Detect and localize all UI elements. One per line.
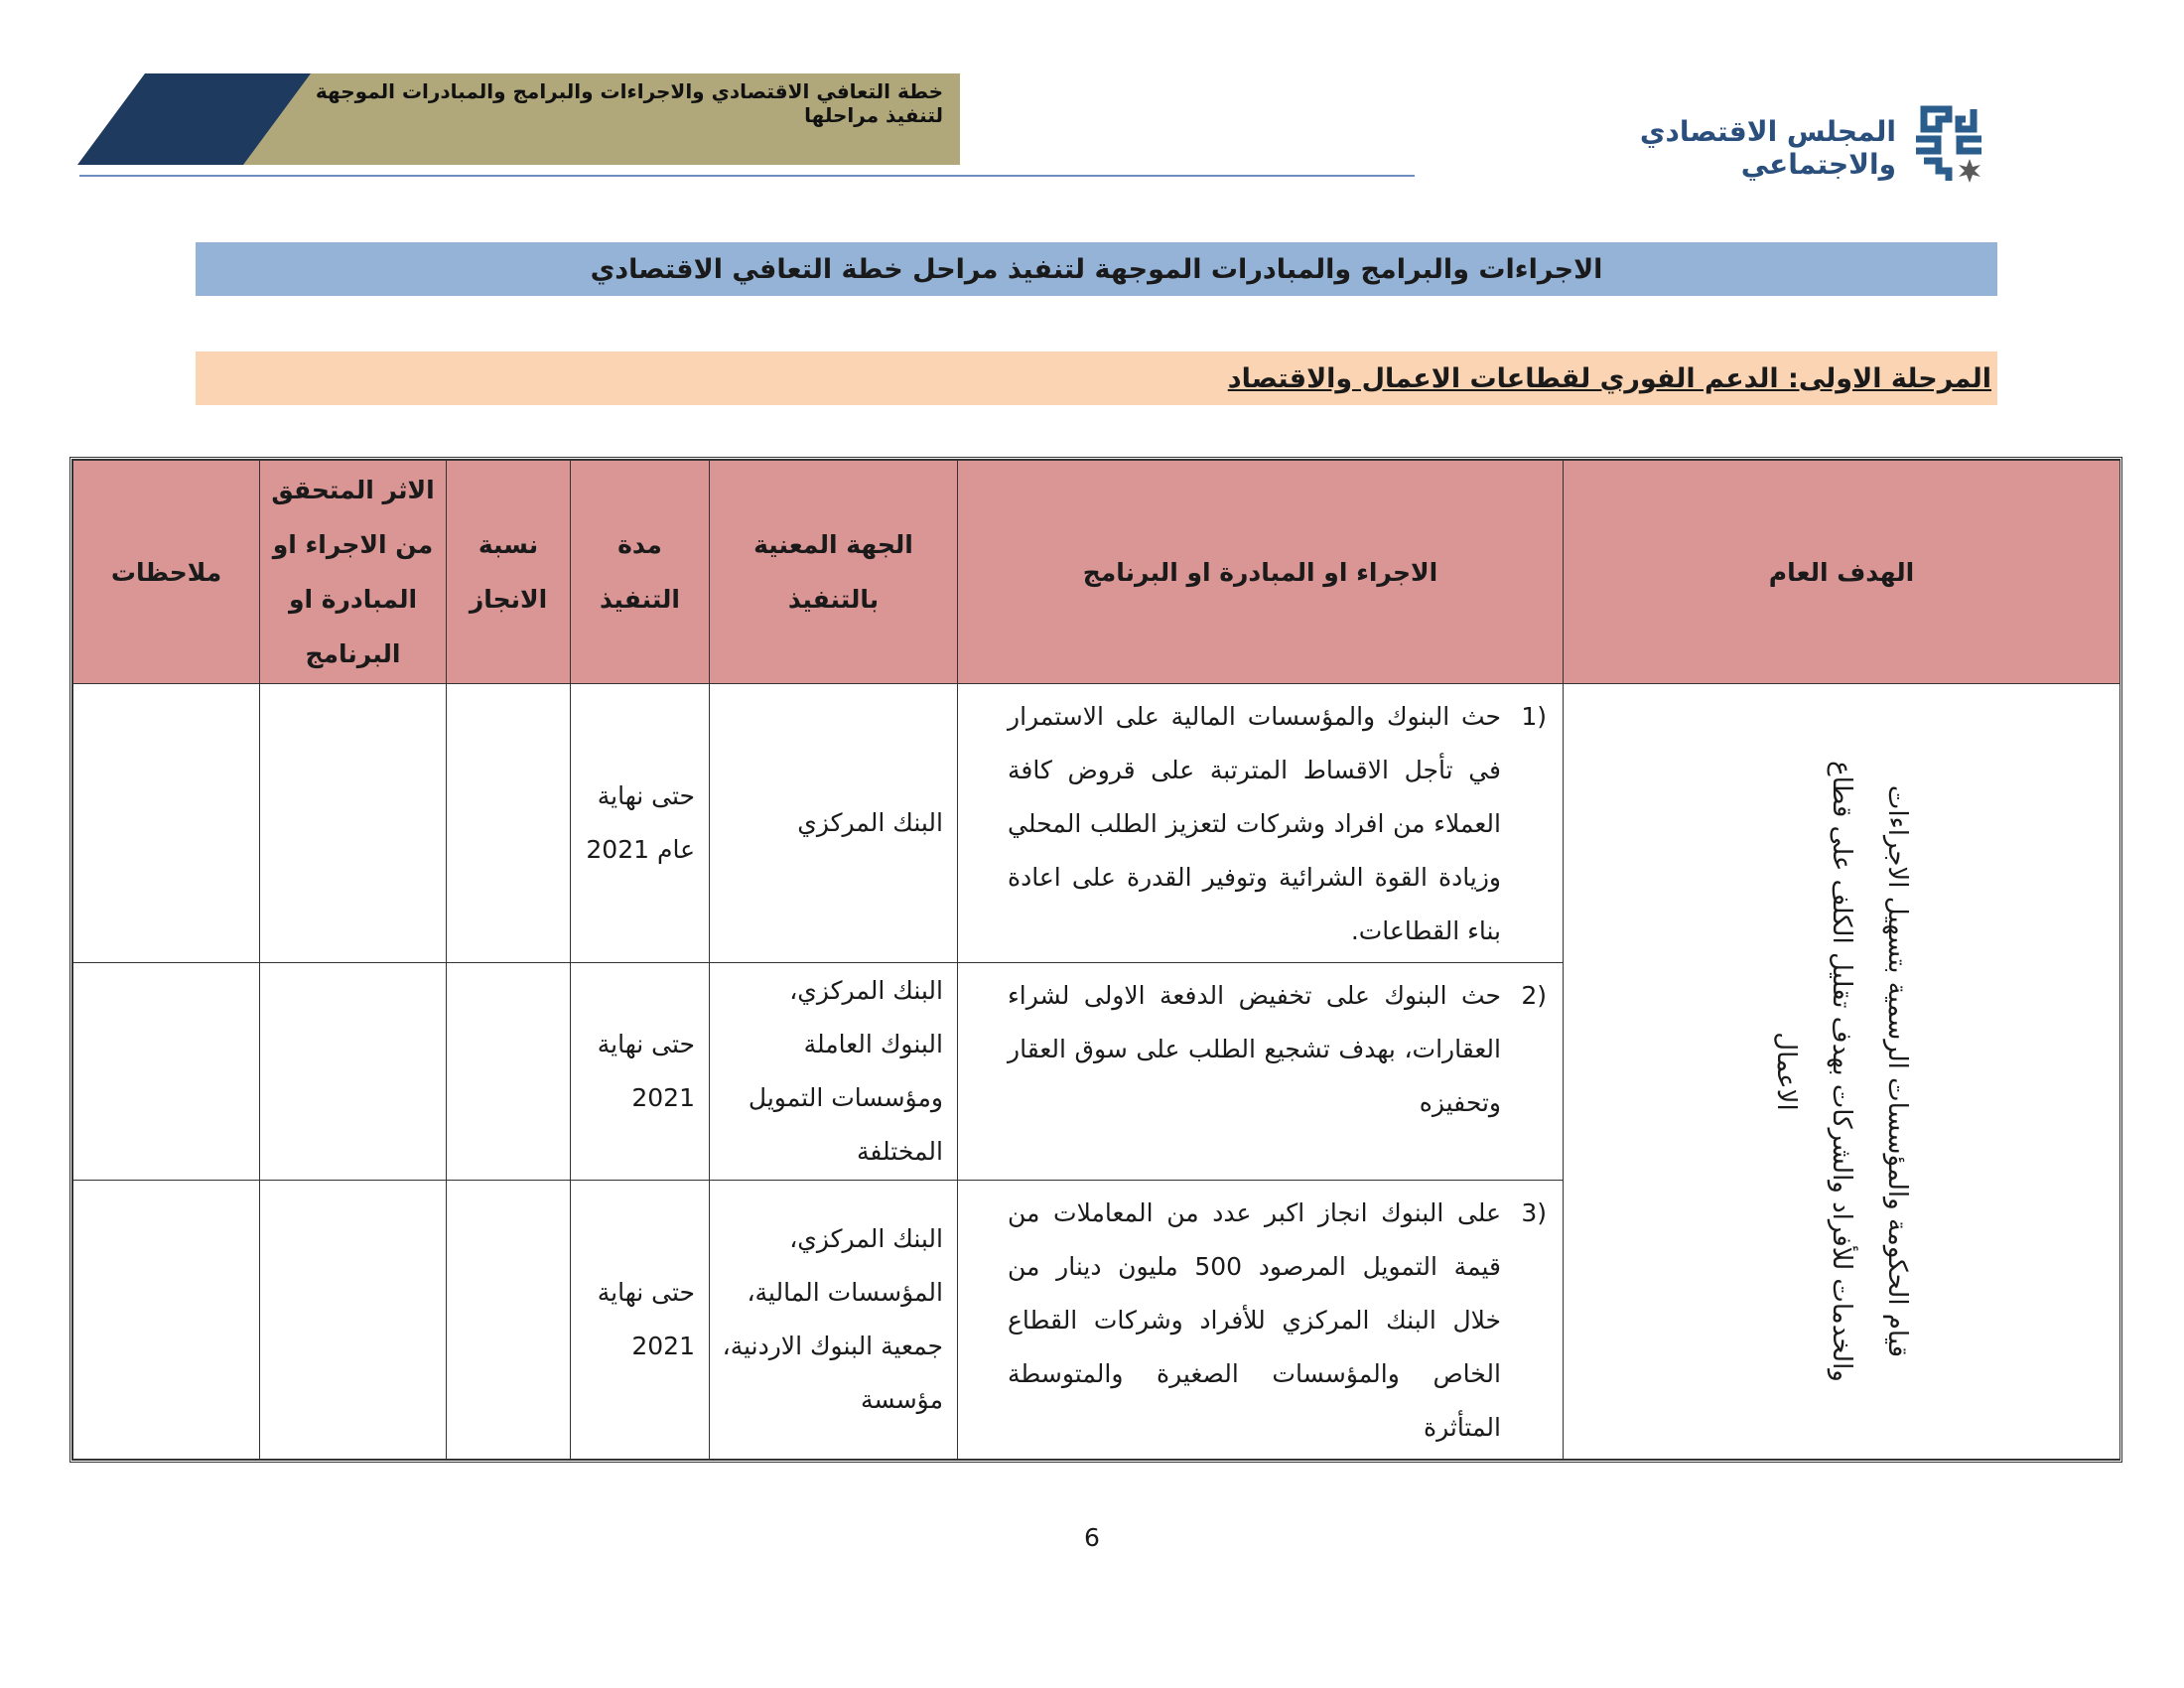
progress-cell — [447, 684, 571, 963]
entity-cell: البنك المركزي — [710, 684, 958, 963]
council-logo-icon — [1904, 95, 1993, 185]
banner-title: خطة التعافي الاقتصادي والاجراءات والبرامج والمبادرات الموجهة لتنفيذ مراحلها — [315, 79, 943, 127]
header-action: الاجراء او المبادرة او البرنامج — [958, 461, 1564, 684]
goal-text: قيام الحكومة والمؤسسات الرسمية بتسهيل الاجراءات والخدمات للأفراد والشركات بهدف تقليل الكلف على قطاع الاعمال — [1771, 761, 1912, 1382]
action-cell — [958, 684, 1564, 963]
row-number: 1) — [1521, 702, 1547, 731]
duration-cell: حتى نهاية 2021 — [571, 1181, 710, 1460]
entity-cell: البنك المركزي، المؤسسات المالية، جمعية البنوك الاردنية، مؤسسة — [710, 1181, 958, 1460]
progress-cell — [447, 963, 571, 1181]
entity-cell: البنك المركزي، البنوك العاملة ومؤسسات التمويل المختلفة — [710, 963, 958, 1181]
header-notes: ملاحظات — [73, 461, 260, 684]
notes-cell — [73, 963, 260, 1181]
action-cell — [958, 1181, 1564, 1460]
page-number: 6 — [1084, 1523, 1100, 1552]
notes-cell — [73, 684, 260, 963]
notes-cell — [73, 1181, 260, 1460]
header-duration: مدة التنفيذ — [571, 461, 710, 684]
impact-cell — [260, 1181, 447, 1460]
table-row — [73, 684, 2120, 963]
phase-heading-text: المرحلة الاولى: الدعم الفوري لقطاعات الاعمال والاقتصاد — [1227, 362, 1991, 394]
impact-cell — [260, 684, 447, 963]
logo-text: المجلس الاقتصادي والاجتماعي — [1639, 115, 1896, 181]
row-number: 2) — [1521, 981, 1547, 1010]
phase-heading — [196, 352, 1997, 405]
action-text: على البنوك انجاز اكبر عدد من المعاملات من قيمة التمويل المرصود 500 مليون دينار من خلال البنك المركزي للأفراد وشركات القطاع الخاص والمؤسسات الصغيرة والمتوسطة المتأثرة — [1008, 1198, 1501, 1442]
progress-cell — [447, 1181, 571, 1460]
row-number: 3) — [1521, 1198, 1547, 1227]
header-divider — [79, 175, 1415, 177]
page-title: الاجراءات والبرامج والمبادرات الموجهة لتنفيذ مراحل خطة التعافي الاقتصادي — [196, 242, 1997, 296]
impact-cell — [260, 963, 447, 1181]
actions-table — [69, 457, 2122, 1463]
header-impact: الاثر المتحقق من الاجراء او المبادرة او البرنامج — [260, 461, 447, 684]
duration-cell: حتى نهاية 2021 — [571, 963, 710, 1181]
header-progress: نسبة الانجاز — [447, 461, 571, 684]
goal-cell — [1564, 684, 2120, 1460]
duration-cell: حتى نهاية عام 2021 — [571, 684, 710, 963]
header-entity: الجهة المعنية بالتنفيذ — [710, 461, 958, 684]
table-header-row — [73, 461, 2120, 684]
action-cell — [958, 963, 1564, 1181]
action-text: حث البنوك والمؤسسات المالية على الاستمرار في تأجل الاقساط المترتبة على قروض كافة العملاء من افراد وشركات لتعزيز الطلب المحلي وزيادة القوة الشرائية وتوفير القدرة على اعادة بناء القطاعات. — [1008, 702, 1501, 945]
action-text: حث البنوك على تخفيض الدفعة الاولى لشراء العقارات، بهدف تشجيع الطلب على سوق العقار وتحفيزه — [1008, 981, 1501, 1117]
header-goal: الهدف العام — [1564, 461, 2120, 684]
